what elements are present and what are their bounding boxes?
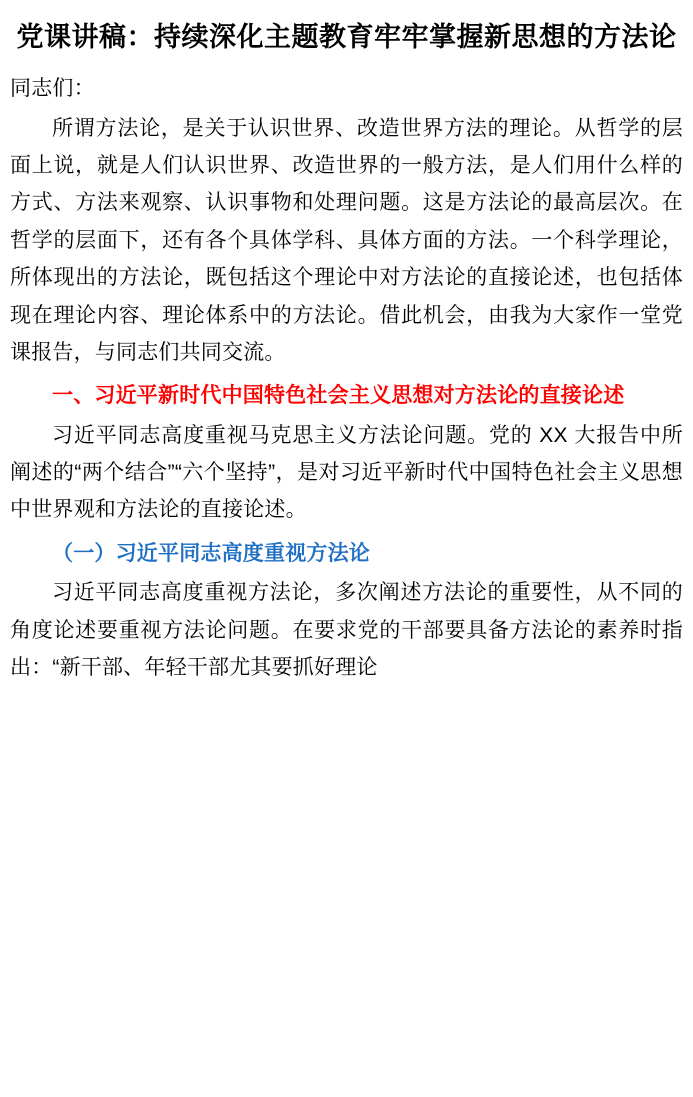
section-1-subsection-1-paragraph: 习近平同志高度重视方法论，多次阐述方法论的重要性，从不同的角度论述要重视方法论问题。在要求党的干部要具备方法论的素养时指出：“新干部、年轻干部尤其要抓好理论 <box>10 581 683 679</box>
page-title: 党课讲稿：持续深化主题教育牢牢掌握新思想的方法论 <box>16 22 677 52</box>
section-1-subsection-1-heading: （一）习近平同志高度重视方法论 <box>52 541 370 565</box>
salutation-paragraph: 同志们： <box>10 77 95 101</box>
section-1-heading: 一、习近平新时代中国特色社会主义思想对方法论的直接论述 <box>52 384 625 408</box>
intro-paragraph: 所谓方法论，是关于认识世界、改造世界方法的理论。从哲学的层面上说，就是人们认识世界、改造世界的一般方法，是人们用什么样的方式、方法来观察、认识事物和处理问题。这是方法论的最高层次。在哲学的层面下，还有各个具体学科、具体方面的方法。一个科学理论，所体现出的方法论，既包括这个理论中对方法论的直接论述，也包括体现在理论内容、理论体系中的方法论。借此机会，由我为大家作一堂党课报告，与同志们共同交流。 <box>10 116 683 364</box>
section-1-paragraph: 习近平同志高度重视马克思主义方法论问题。党的 XX 大报告中所阐述的“两个结合”“六个坚持”，是对习近平新时代中国特色社会主义思想中世界观和方法论的直接论述。 <box>10 423 683 522</box>
